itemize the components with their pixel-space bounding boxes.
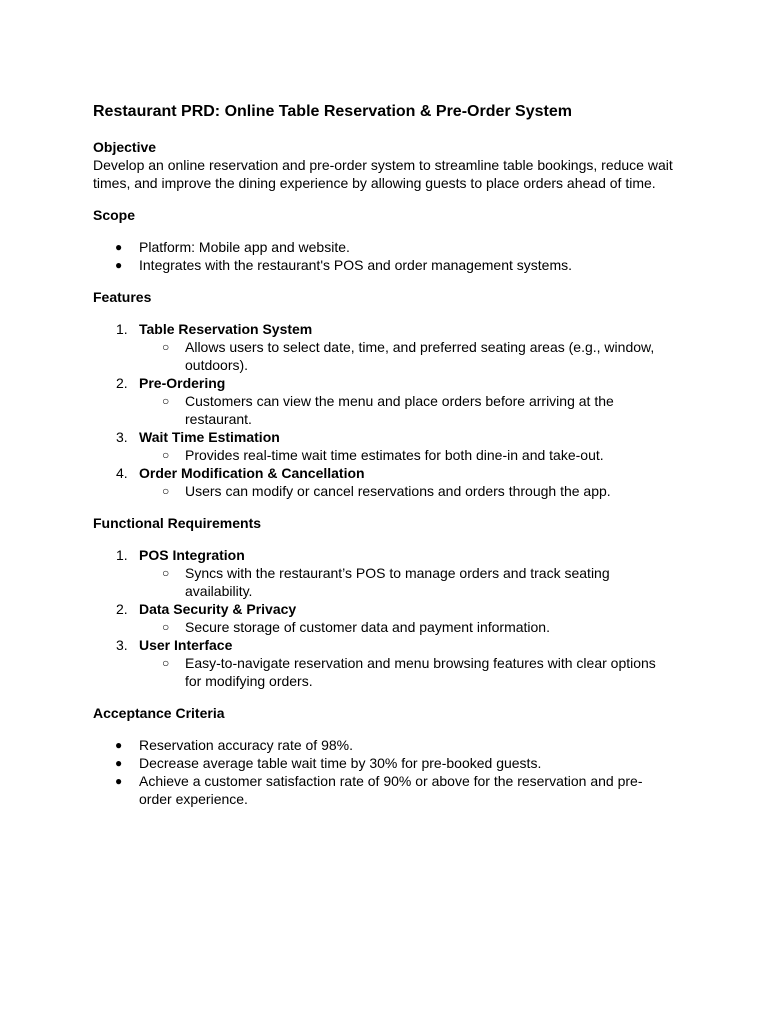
list-number: 3.: [116, 637, 128, 653]
circle-bullet-icon: ○: [162, 340, 170, 354]
scope-list: [93, 238, 673, 274]
list-number: 1.: [116, 547, 128, 563]
bullet-icon: ●: [115, 774, 123, 788]
criteria-item-text: Decrease average table wait time by 30% for pre-booked guests.: [139, 755, 542, 771]
list-item: [139, 618, 673, 636]
list-item: [139, 338, 673, 374]
acceptance-criteria-heading: Acceptance Criteria: [93, 705, 225, 721]
list-item: [93, 736, 673, 754]
list-item: [93, 754, 673, 772]
functional-requirements-heading: Functional Requirements: [93, 515, 262, 531]
list-number: 1.: [116, 321, 128, 337]
list-item: [93, 238, 673, 256]
document-page: [93, 102, 673, 808]
list-item: [93, 374, 673, 428]
criteria-item-text: Achieve a customer satisfaction rate of 90% or above for the reservation and pre-order experience.: [139, 773, 643, 807]
list-item: [93, 428, 673, 464]
bullet-icon: ●: [115, 756, 123, 770]
circle-bullet-icon: ○: [162, 448, 170, 462]
list-item: [139, 482, 673, 500]
list-item: [93, 256, 673, 274]
circle-bullet-icon: ○: [162, 394, 170, 408]
feature-detail: Customers can view the menu and place orders before arriving at the restaurant.: [185, 393, 614, 427]
requirement-detail: Secure storage of customer data and payment information.: [185, 619, 550, 635]
list-number: 2.: [116, 601, 128, 617]
circle-bullet-icon: ○: [162, 566, 170, 580]
criteria-item-text: Reservation accuracy rate of 98%.: [139, 737, 353, 753]
features-list: [93, 320, 673, 500]
list-item: [93, 636, 673, 690]
requirement-label: POS Integration: [139, 547, 245, 563]
list-item: [93, 320, 673, 374]
scope-heading: Scope: [93, 207, 136, 223]
bullet-icon: ●: [115, 738, 123, 752]
features-heading: Features: [93, 289, 152, 305]
list-item: [93, 546, 673, 600]
list-item: [93, 772, 673, 808]
list-item: [93, 600, 673, 636]
list-number: 2.: [116, 375, 128, 391]
list-item: [139, 564, 673, 600]
circle-bullet-icon: ○: [162, 620, 170, 634]
acceptance-criteria-list: [93, 736, 673, 808]
requirement-detail: Easy-to-navigate reservation and menu browsing features with clear options for modifying orders.: [185, 655, 656, 689]
feature-label: Order Modification & Cancellation: [139, 465, 365, 481]
list-item: [139, 654, 673, 690]
feature-detail: Allows users to select date, time, and preferred seating areas (e.g., window, outdoors).: [185, 339, 655, 373]
list-item: [93, 464, 673, 500]
feature-detail: Provides real-time wait time estimates for both dine-in and take-out.: [185, 447, 604, 463]
document-title: Restaurant PRD: Online Table Reservation & Pre-Order System: [93, 103, 572, 120]
scope-item-text: Platform: Mobile app and website.: [139, 239, 350, 255]
list-number: 3.: [116, 429, 128, 445]
list-item: [139, 392, 673, 428]
list-number: 4.: [116, 465, 128, 481]
bullet-icon: ●: [115, 258, 123, 272]
requirement-label: Data Security & Privacy: [139, 601, 297, 617]
feature-detail: Users can modify or cancel reservations and orders through the app.: [185, 483, 611, 499]
feature-label: Table Reservation System: [139, 321, 313, 337]
circle-bullet-icon: ○: [162, 484, 170, 498]
circle-bullet-icon: ○: [162, 656, 170, 670]
feature-label: Wait Time Estimation: [139, 429, 280, 445]
requirement-detail: Syncs with the restaurant’s POS to manage orders and track seating availability.: [185, 565, 610, 599]
requirement-label: User Interface: [139, 637, 233, 653]
feature-label: Pre-Ordering: [139, 375, 226, 391]
objective-text: Develop an online reservation and pre-order system to streamline table bookings, reduce wait times, and improve the dining experience by allowing guests to place orders ahead of time.: [93, 157, 673, 191]
objective-heading: Objective: [93, 139, 157, 155]
scope-item-text: Integrates with the restaurant's POS and order management systems.: [139, 257, 572, 273]
list-item: [139, 446, 673, 464]
bullet-icon: ●: [115, 240, 123, 254]
functional-requirements-list: [93, 546, 673, 690]
